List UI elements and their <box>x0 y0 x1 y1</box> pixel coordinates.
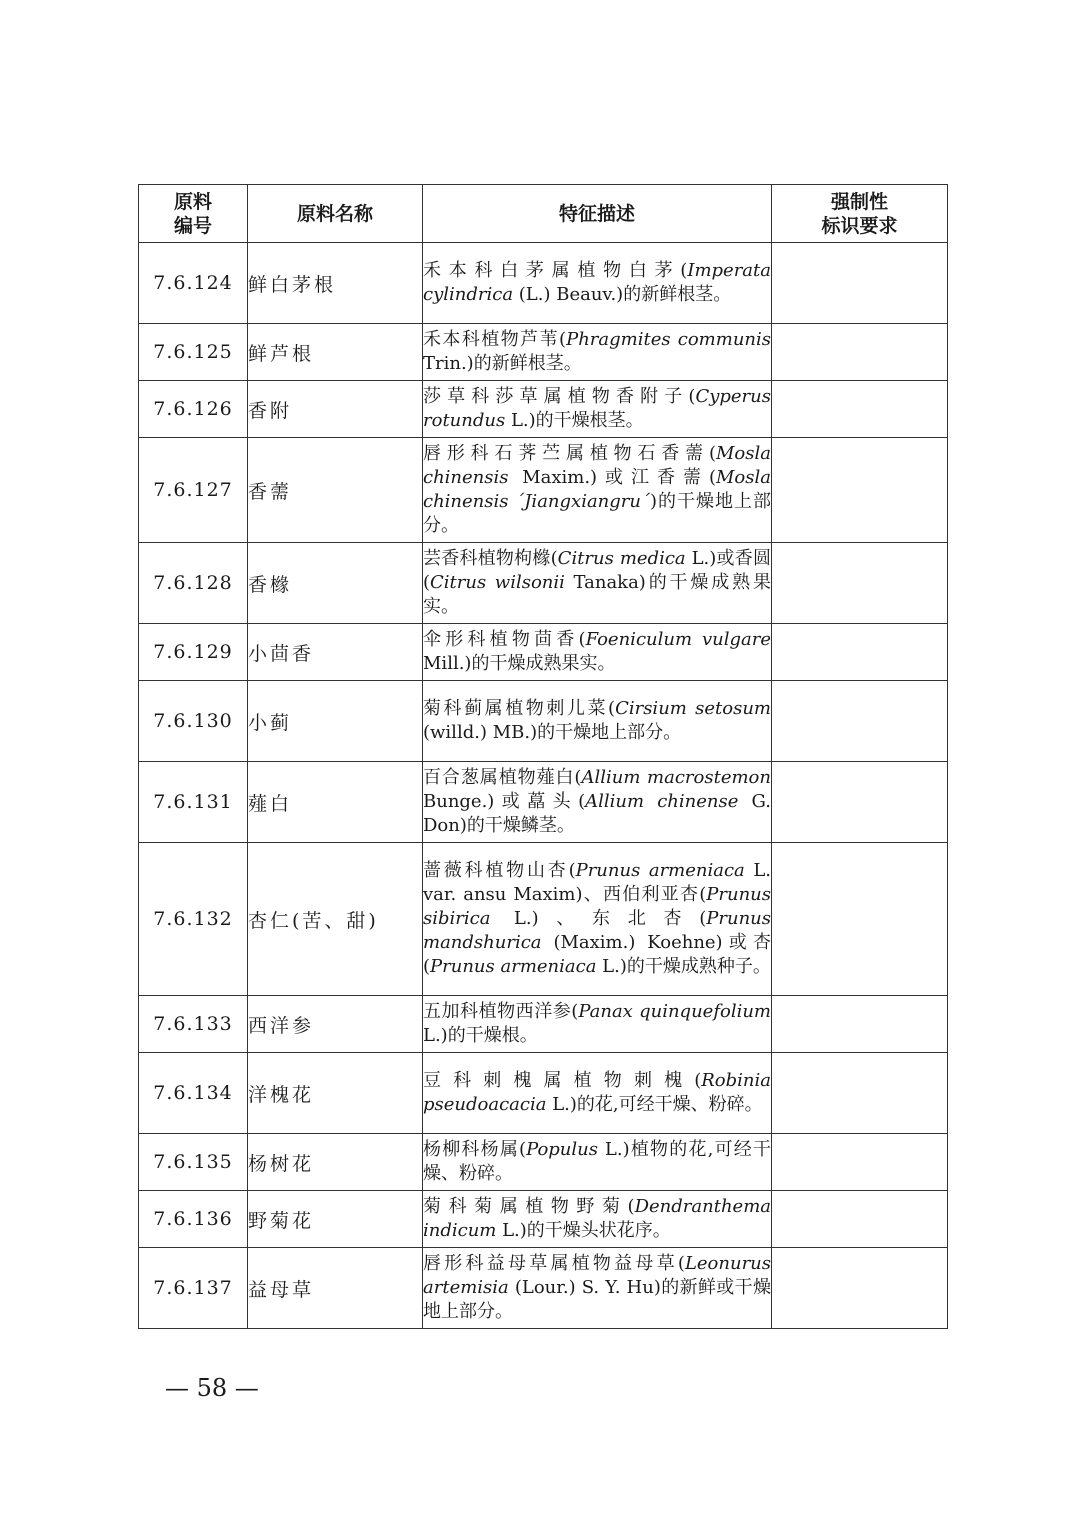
cell-mandatory-label <box>772 1191 948 1248</box>
cell-mandatory-label <box>772 381 948 438</box>
cell-code: 7.6.128 <box>139 543 248 624</box>
description-text: L. var. ansu Maxim)、西伯利亚杏( <box>423 860 771 905</box>
cell-name: 杨树花 <box>248 1134 423 1191</box>
cell-name: 香附 <box>248 381 423 438</box>
cell-code: 7.6.129 <box>139 624 248 681</box>
cell-mandatory-label <box>772 624 948 681</box>
cell-name: 洋槐花 <box>248 1053 423 1134</box>
cell-code: 7.6.126 <box>139 381 248 438</box>
ingredient-table <box>138 184 948 1329</box>
cell-code: 7.6.130 <box>139 681 248 762</box>
species-name: Populus <box>526 1139 598 1160</box>
page-number: — 58 — <box>165 1374 259 1402</box>
description-text: L.)的干燥根茎。 <box>505 410 644 431</box>
species-name: Citrus medica <box>557 548 686 569</box>
cell-description <box>423 762 772 843</box>
description-text: 百合葱属植物薤白( <box>423 767 582 788</box>
cell-description <box>423 996 772 1053</box>
description-text: L.)植物的花,可经干燥、粉碎。 <box>423 1139 771 1184</box>
description-text: L.)的花,可经干燥、粉碎。 <box>546 1094 763 1115</box>
header-name: 原料名称 <box>248 185 423 243</box>
cell-code: 7.6.125 <box>139 324 248 381</box>
header-desc: 特征描述 <box>423 185 772 243</box>
cell-name: 野菊花 <box>248 1191 423 1248</box>
cell-code: 7.6.133 <box>139 996 248 1053</box>
table-row <box>139 1248 948 1329</box>
table-row <box>139 243 948 324</box>
description-text: 菊科菊属植物野菊( <box>423 1196 635 1217</box>
cell-description <box>423 1248 772 1329</box>
cell-mandatory-label <box>772 996 948 1053</box>
species-name: Prunus armeniaca <box>575 860 745 881</box>
cell-code: 7.6.124 <box>139 243 248 324</box>
description-text: 禾本科植物芦苇( <box>423 329 567 350</box>
description-text: 禾本科白茅属植物白茅( <box>423 260 688 281</box>
cell-description <box>423 1134 772 1191</box>
cell-description <box>423 543 772 624</box>
table-row <box>139 681 948 762</box>
description-text: 唇形科石荠苎属植物石香薷( <box>423 443 716 464</box>
cell-code: 7.6.127 <box>139 438 248 543</box>
cell-name: 薤白 <box>248 762 423 843</box>
cell-code: 7.6.136 <box>139 1191 248 1248</box>
species-name: Allium macrostemon <box>581 767 771 788</box>
cell-name: 香橼 <box>248 543 423 624</box>
table-row <box>139 624 948 681</box>
header-code-line-1: 原料 <box>173 190 212 213</box>
table-body <box>139 243 948 1329</box>
cell-mandatory-label <box>772 1134 948 1191</box>
header-req-line-2: 标识要求 <box>821 214 898 237</box>
table-row <box>139 996 948 1053</box>
cell-description <box>423 843 772 996</box>
table-row <box>139 762 948 843</box>
description-text: 豆科刺槐属植物刺槐( <box>423 1070 702 1091</box>
species-name: Citrus wilsonii <box>430 572 565 593</box>
cell-description <box>423 324 772 381</box>
species-name: Phragmites communis <box>566 329 771 350</box>
description-text: Mill.)的干燥成熟果实。 <box>423 653 616 674</box>
cell-code: 7.6.134 <box>139 1053 248 1134</box>
description-text: L.)或香圆( <box>423 548 771 593</box>
header-code <box>139 185 248 243</box>
description-text: (Maxim.) Koehne)或杏( <box>423 932 771 977</box>
cell-description <box>423 243 772 324</box>
description-text: L.)的干燥头状花序。 <box>496 1220 671 1241</box>
description-text: Trin.)的新鲜根茎。 <box>423 353 582 374</box>
species-name: Prunus mandshurica <box>423 908 771 953</box>
description-text: 菊科蓟属植物刺儿菜( <box>423 698 616 719</box>
cell-name: 小茴香 <box>248 624 423 681</box>
cell-name: 杏仁(苦、甜) <box>248 843 423 996</box>
header-req-line-1: 强制性 <box>830 190 888 213</box>
header-code-line-2: 编号 <box>173 214 212 237</box>
table-row <box>139 843 948 996</box>
cell-code: 7.6.137 <box>139 1248 248 1329</box>
cell-name: 香薷 <box>248 438 423 543</box>
cell-description <box>423 1053 772 1134</box>
cell-description <box>423 624 772 681</box>
cell-mandatory-label <box>772 843 948 996</box>
cell-mandatory-label <box>772 762 948 843</box>
table-row <box>139 324 948 381</box>
species-name: Mosla chinensis <box>423 443 771 488</box>
species-name: Dendranthema indicum <box>423 1196 771 1241</box>
species-name: Prunus armeniaca <box>430 956 597 977</box>
description-text: 莎草科莎草属植物香附子( <box>423 386 696 407</box>
species-name: Mosla chinensis ´Jiangxiangru´ <box>423 467 771 512</box>
cell-mandatory-label <box>772 1248 948 1329</box>
cell-mandatory-label <box>772 1053 948 1134</box>
cell-description <box>423 381 772 438</box>
description-text: Tanaka)的干燥成熟果实。 <box>423 572 771 617</box>
species-name: Cyperus rotundus <box>423 386 771 431</box>
header-req <box>772 185 948 243</box>
cell-mandatory-label <box>772 681 948 762</box>
species-name: Leonurus artemisia <box>423 1253 771 1298</box>
description-text: 五加科植物西洋参( <box>423 1001 579 1022</box>
cell-description <box>423 438 772 543</box>
description-text: (willd.) MB.)的干燥地上部分。 <box>423 722 682 743</box>
description-text: L.)的干燥成熟种子。 <box>596 956 771 977</box>
cell-mandatory-label <box>772 324 948 381</box>
cell-description <box>423 1191 772 1248</box>
cell-name: 鲜芦根 <box>248 324 423 381</box>
species-name: Panax quinquefolium <box>578 1001 772 1022</box>
species-name: Cirsium setosum <box>615 698 771 719</box>
description-text: 杨柳科杨属( <box>423 1139 527 1160</box>
description-text: G. Don)的干燥鳞茎。 <box>423 791 772 836</box>
species-name: Imperata cylindrica <box>423 260 771 305</box>
cell-name: 西洋参 <box>248 996 423 1053</box>
description-text: (Lour.) S. Y. Hu)的新鲜或干燥地上部分。 <box>423 1277 771 1322</box>
cell-name: 鲜白茅根 <box>248 243 423 324</box>
cell-code: 7.6.131 <box>139 762 248 843</box>
cell-code: 7.6.132 <box>139 843 248 996</box>
description-text: L.)的干燥根。 <box>423 1025 538 1046</box>
table-row <box>139 438 948 543</box>
cell-mandatory-label <box>772 438 948 543</box>
species-name: Allium chinense <box>585 791 739 812</box>
description-text: 唇形科益母草属植物益母草( <box>423 1253 685 1274</box>
cell-mandatory-label <box>772 243 948 324</box>
table-row <box>139 381 948 438</box>
species-name: Prunus sibirica <box>423 884 771 929</box>
table-header-row <box>139 185 948 243</box>
species-name: Foeniculum vulgare <box>585 629 772 650</box>
cell-code: 7.6.135 <box>139 1134 248 1191</box>
table-row <box>139 1191 948 1248</box>
description-text: Bunge.)或藠头( <box>423 791 586 812</box>
cell-name: 小蓟 <box>248 681 423 762</box>
table-row <box>139 1053 948 1134</box>
description-text: )的干燥地上部分。 <box>423 491 771 536</box>
cell-name: 益母草 <box>248 1248 423 1329</box>
description-text: 芸香科植物枸橼( <box>423 548 558 569</box>
description-text: Maxim.)或江香薷( <box>508 467 716 488</box>
cell-description <box>423 681 772 762</box>
cell-mandatory-label <box>772 543 948 624</box>
description-text: 伞形科植物茴香( <box>423 629 586 650</box>
description-text: L.)、东北杏( <box>490 908 707 929</box>
table-row <box>139 543 948 624</box>
description-text: 蔷薇科植物山杏( <box>423 860 576 881</box>
description-text: (L.) Beauv.)的新鲜根茎。 <box>513 284 732 305</box>
species-name: Robinia pseudoacacia <box>423 1070 771 1115</box>
table-row <box>139 1134 948 1191</box>
